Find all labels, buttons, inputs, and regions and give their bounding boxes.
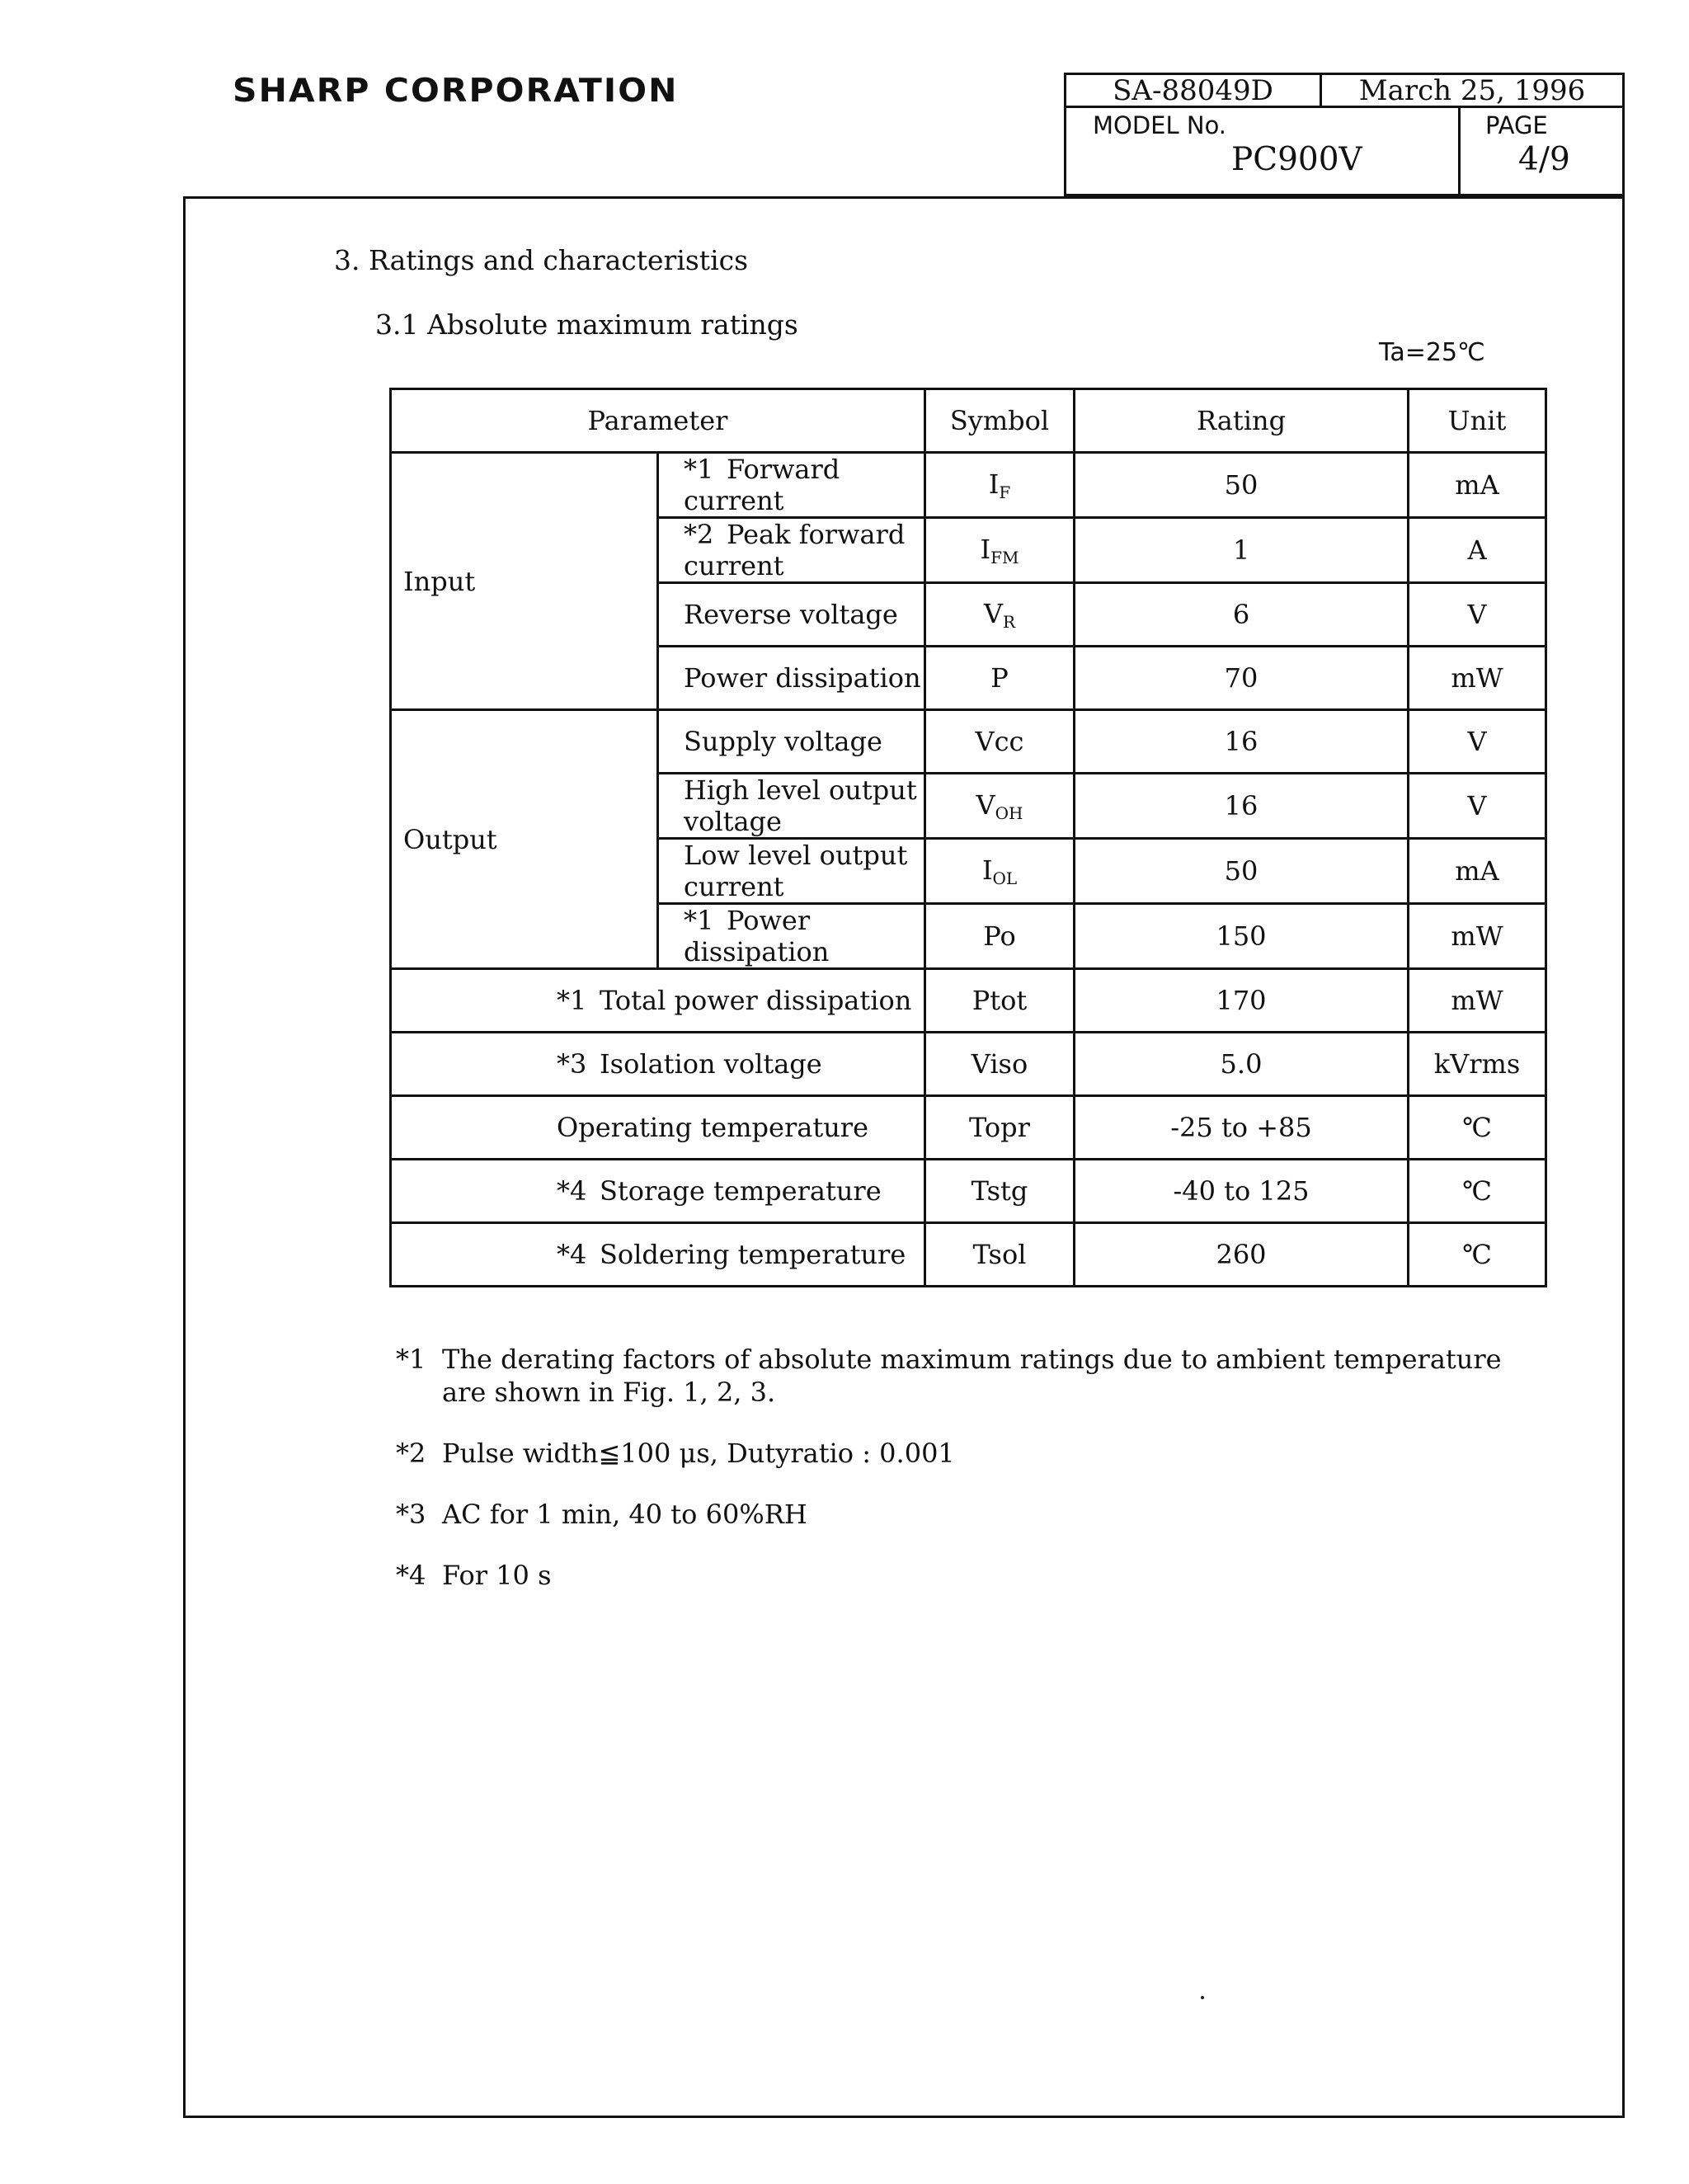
- company-name: SHARP CORPORATION: [233, 73, 679, 110]
- parameter-cell: [391, 1096, 925, 1160]
- unit-cell: mA: [1409, 453, 1546, 518]
- rating-cell: 6: [1075, 583, 1409, 647]
- symbol-main: Tstg: [971, 1175, 1028, 1207]
- unit-cell: V: [1409, 710, 1546, 774]
- note-marker: *4: [557, 1239, 587, 1270]
- parameter-cell: [658, 839, 925, 904]
- footnote-mark: *3: [396, 1499, 426, 1530]
- document-info-box: [1064, 73, 1625, 196]
- ambient-condition: Ta=25℃: [1379, 338, 1485, 367]
- document-date: March 25, 1996: [1322, 75, 1622, 108]
- parameter-name: Soldering temperature: [600, 1239, 906, 1270]
- unit-cell: V: [1409, 583, 1546, 647]
- subsection-title: 3.1 Absolute maximum ratings: [375, 308, 798, 341]
- symbol-cell: [925, 710, 1075, 774]
- parameter-name: Isolation voltage: [600, 1048, 822, 1080]
- rating-cell: 170: [1075, 969, 1409, 1033]
- header-rating: Rating: [1075, 389, 1409, 453]
- unit-cell: mA: [1409, 839, 1546, 904]
- rating-cell: 70: [1075, 647, 1409, 710]
- symbol-cell: [925, 1223, 1075, 1287]
- rating-cell: 150: [1075, 904, 1409, 969]
- model-label: MODEL No.: [1093, 111, 1227, 139]
- parameter-cell: [391, 969, 925, 1033]
- symbol-main: I: [988, 468, 1000, 500]
- parameter-name: Storage temperature: [600, 1175, 882, 1207]
- note-marker: *4: [557, 1175, 587, 1207]
- unit-cell: ℃: [1409, 1096, 1546, 1160]
- symbol-main: Po: [983, 920, 1016, 952]
- table-row: [391, 1033, 1546, 1096]
- parameter-name: Power dissipation: [684, 905, 830, 967]
- note-marker: *3: [557, 1048, 587, 1080]
- symbol-main: Ptot: [972, 985, 1028, 1016]
- symbol-main: V: [976, 788, 995, 821]
- parameter-name: Total power dissipation: [600, 985, 912, 1016]
- unit-cell: ℃: [1409, 1223, 1546, 1287]
- group-output: Output: [391, 710, 658, 969]
- group-input: Input: [391, 453, 658, 710]
- symbol-subscript: OH: [995, 803, 1023, 823]
- symbol-subscript: R: [1003, 611, 1016, 632]
- symbol-cell: [925, 1033, 1075, 1096]
- symbol-cell: [925, 1096, 1075, 1160]
- symbol-main: I: [980, 533, 991, 565]
- parameter-name: Operating temperature: [557, 1112, 869, 1143]
- rating-cell: -25 to +85: [1075, 1096, 1409, 1160]
- parameter-cell: [658, 518, 925, 583]
- parameter-cell: [658, 904, 925, 969]
- parameter-cell: [391, 1223, 925, 1287]
- page-number: 4/9: [1518, 141, 1570, 178]
- symbol-cell: [925, 1160, 1075, 1223]
- header-symbol: Symbol: [925, 389, 1075, 453]
- parameter-name: Reverse voltage: [684, 599, 898, 630]
- document-number: SA-88049D: [1066, 75, 1322, 108]
- footnote-text: Pulse width≦100 μs, Dutyratio : 0.001: [442, 1438, 955, 1469]
- unit-cell: ℃: [1409, 1160, 1546, 1223]
- symbol-cell: [925, 453, 1075, 518]
- note-marker: *2: [684, 519, 714, 550]
- table-row: [391, 1096, 1546, 1160]
- parameter-cell: [658, 774, 925, 839]
- symbol-main: Viso: [971, 1048, 1028, 1080]
- footnotes: [396, 1343, 1550, 1620]
- unit-cell: mW: [1409, 647, 1546, 710]
- symbol-main: Vcc: [975, 726, 1024, 757]
- symbol-main: Tsol: [972, 1239, 1027, 1270]
- symbol-subscript: F: [999, 482, 1011, 502]
- absolute-maximum-ratings-table: [389, 388, 1547, 1287]
- symbol-main: V: [983, 597, 1004, 629]
- symbol-cell: [925, 583, 1075, 647]
- parameter-name: Low level output current: [684, 840, 908, 902]
- parameter-name: Peak forward current: [684, 519, 906, 581]
- symbol-cell: [925, 518, 1075, 583]
- footnote-mark: *4: [396, 1560, 426, 1591]
- symbol-cell: [925, 774, 1075, 839]
- rating-cell: 16: [1075, 774, 1409, 839]
- unit-cell: V: [1409, 774, 1546, 839]
- parameter-name: Supply voltage: [684, 726, 882, 757]
- unit-cell: mW: [1409, 904, 1546, 969]
- symbol-cell: [925, 969, 1075, 1033]
- footnote-text: For 10 s: [442, 1560, 552, 1591]
- parameter-cell: [658, 453, 925, 518]
- parameter-name: Forward current: [684, 454, 840, 516]
- header-parameter: Parameter: [391, 389, 925, 453]
- parameter-name: High level output voltage: [684, 774, 917, 837]
- footnote: [396, 1343, 1550, 1409]
- symbol-main: Topr: [969, 1112, 1030, 1143]
- table-row: [391, 969, 1546, 1033]
- parameter-cell: [391, 1033, 925, 1096]
- footnote-mark: *2: [396, 1438, 426, 1469]
- note-marker: *1: [557, 985, 587, 1016]
- rating-cell: 1: [1075, 518, 1409, 583]
- unit-cell: A: [1409, 518, 1546, 583]
- symbol-cell: [925, 647, 1075, 710]
- symbol-cell: [925, 839, 1075, 904]
- footnote: [396, 1498, 1550, 1531]
- rating-cell: 16: [1075, 710, 1409, 774]
- symbol-main: I: [981, 854, 993, 886]
- section-title: 3. Ratings and characteristics: [334, 244, 749, 276]
- symbol-subscript: OL: [992, 868, 1018, 888]
- page-label: PAGE: [1485, 111, 1548, 139]
- footnote-mark: *1: [396, 1344, 426, 1375]
- table-header-row: [391, 389, 1546, 453]
- symbol-cell: [925, 904, 1075, 969]
- rating-cell: 5.0: [1075, 1033, 1409, 1096]
- footnote-text: AC for 1 min, 40 to 60%RH: [442, 1499, 807, 1530]
- footnote-text: The derating factors of absolute maximum ratings due to ambient temperature are shown in Fig. 1, 2, 3.: [442, 1344, 1502, 1408]
- parameter-name: Power dissipation: [684, 662, 921, 694]
- footnote: [396, 1559, 1550, 1592]
- rating-cell: -40 to 125: [1075, 1160, 1409, 1223]
- note-marker: *1: [684, 905, 714, 936]
- model-cell: [1066, 108, 1461, 194]
- scan-speck: [1201, 1996, 1204, 1999]
- parameter-cell: [658, 710, 925, 774]
- note-marker: *1: [684, 454, 714, 485]
- parameter-cell: [391, 1160, 925, 1223]
- parameter-cell: [658, 583, 925, 647]
- parameter-cell: [658, 647, 925, 710]
- table-row: [391, 1160, 1546, 1223]
- header-unit: Unit: [1409, 389, 1546, 453]
- rating-cell: 50: [1075, 839, 1409, 904]
- table-row: [391, 453, 1546, 518]
- page-cell: [1461, 108, 1622, 194]
- symbol-main: P: [990, 662, 1009, 694]
- rating-cell: 260: [1075, 1223, 1409, 1287]
- footnote: [396, 1437, 1550, 1470]
- model-value: PC900V: [1231, 141, 1362, 178]
- unit-cell: mW: [1409, 969, 1546, 1033]
- table-row: [391, 1223, 1546, 1287]
- unit-cell: kVrms: [1409, 1033, 1546, 1096]
- symbol-subscript: FM: [990, 547, 1019, 567]
- table-row: [391, 710, 1546, 774]
- rating-cell: 50: [1075, 453, 1409, 518]
